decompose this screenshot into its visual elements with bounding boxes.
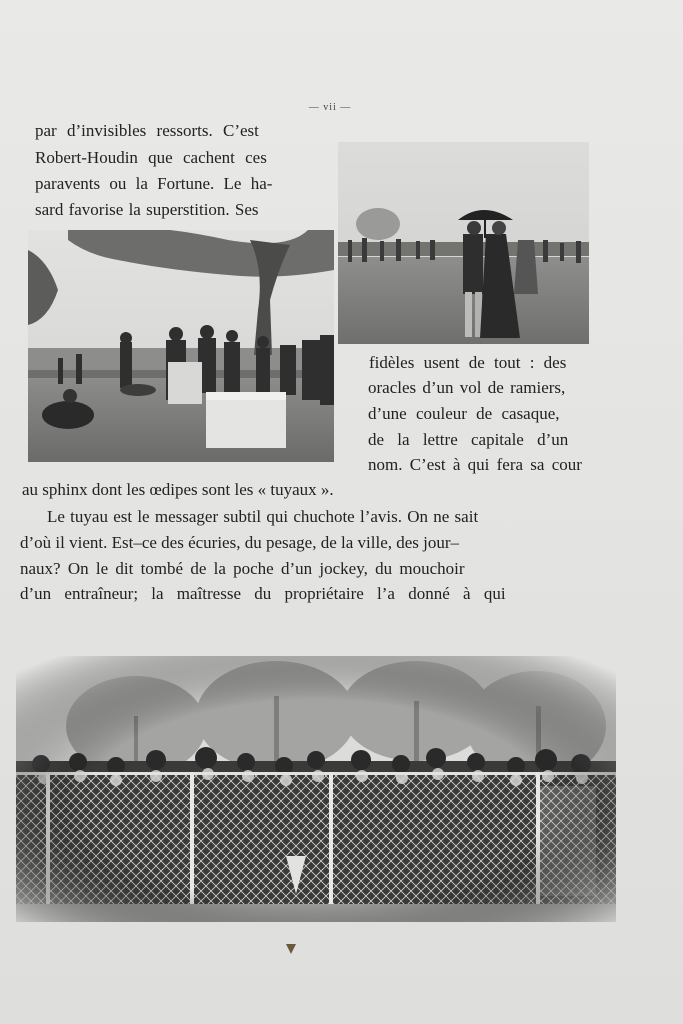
text-line-1 — [35, 121, 320, 141]
text-line-5-content: fidèles usent de tout : des — [369, 353, 567, 372]
text-line-7 — [368, 404, 613, 424]
text-line-2-content: Robert-Houdin que cachent ces — [35, 148, 267, 167]
text-line-14 — [20, 584, 617, 604]
photo-umbrella-couple — [338, 142, 589, 344]
text-line-7-content: d’une couleur de casaque, — [368, 404, 560, 423]
text-line-12 — [20, 533, 617, 553]
text-line-3 — [35, 174, 320, 194]
text-line-4 — [35, 200, 320, 220]
text-line-2 — [35, 148, 320, 168]
text-line-3-content: paravents ou la Fortune. Le ha- — [35, 174, 273, 193]
text-line-14-content: d’un entraîneur; la maîtresse du propriétaire l’a donné à qui — [20, 584, 506, 603]
photo-fence-crowd-image — [16, 656, 616, 922]
paper-mark — [284, 944, 298, 954]
text-line-5 — [369, 353, 614, 373]
photo-tree-crowd — [28, 230, 334, 462]
text-line-11-content: Le tuyau est le messager subtil qui chuchote l’avis. On ne sait — [47, 507, 479, 526]
text-line-13-content: naux? On le dit tombé de la poche d’un jockey, du mouchoir — [20, 559, 465, 578]
text-line-1-content: par d’invisibles ressorts. C’est — [35, 121, 259, 140]
text-line-11 — [47, 507, 617, 527]
text-line-6-content: oracles d’un vol de ramiers, — [368, 378, 566, 397]
photo-fence-crowd — [16, 656, 616, 922]
text-line-9 — [368, 455, 613, 475]
text-line-12-content: d’où il vient. Est–ce des écuries, du pesage, de la ville, des jour– — [20, 533, 460, 552]
text-line-8-content: de la lettre capitale d’un — [368, 430, 569, 449]
text-line-10 — [22, 480, 617, 500]
page-number: — vii — — [308, 102, 352, 113]
text-line-8 — [368, 430, 613, 450]
text-line-9-content: nom. C’est à qui fera sa cour — [368, 455, 582, 474]
text-line-10-content: au sphinx dont les œdipes sont les « tuyaux ». — [22, 480, 334, 499]
photo-tree-crowd-image — [28, 230, 334, 462]
text-line-6 — [368, 378, 613, 398]
photo-umbrella-couple-image — [338, 142, 589, 344]
text-line-4-content: sard favorise la superstition. Ses — [35, 200, 259, 219]
text-line-13 — [20, 559, 617, 579]
